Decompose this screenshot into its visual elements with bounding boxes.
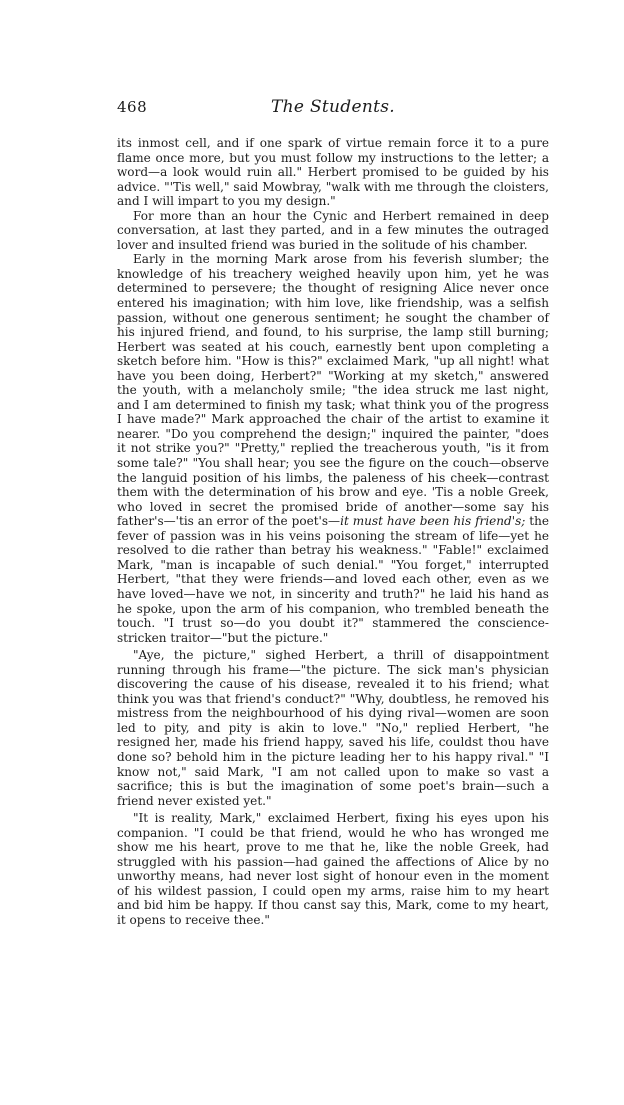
paragraph-3-emphasis: it must have been his friend's; (340, 514, 526, 529)
paragraph-4: "Aye, the picture," sighed Herbert, a thrill of disappointment running through his frame—"the picture. The sick man's physician discovering the cause of his disease, revealed it to his friend; what think you was that friend's conduct?" "Why, doubtless, he removed his mistress from the neighbourhood of his dying rival—women are soon led to pity, and pity is akin to love." "No," replied Herbert, "he resigned her, made his friend happy, saved his life, couldst thou have done so? behold him in the picture leading her to his happy rival." "I know not," said Mark, "I am not called upon to make so vast a sacrifice; this is but the imagination of some poet's brain—such a friend never existed yet." (117, 648, 549, 808)
page-header (117, 98, 549, 124)
paragraph-1: its inmost cell, and if one spark of virtue remain force it to a pure flame once more, but you must follow my instructions to the letter; a word—a look would ruin all." Herbert promised to be guided by his advice. "'Tis well," said Mowbray, "walk with me through the cloisters, and I will impart to you my design." (117, 136, 549, 209)
paragraph-3-text-after: the fever of passion was in his veins poisoning the stream of life—yet he resolved to die rather than betray his weakness." "Fable!" exclaimed Mark, "man is incapable of such denial." "You forget," interrupted Herbert, "that they were friends—and loved each other, even as we have loved—have we not, in sincerity and truth?" he laid his hand as he spoke, upon the arm of his companion, who trembled beneath the touch. "I trust so—do you doubt it?" stammered the conscience-stricken traitor—"but the picture." (117, 514, 549, 645)
paragraph-5: "It is reality, Mark," exclaimed Herbert, fixing his eyes upon his companion. "I could be that friend, would he who has wronged me show me his heart, prove to me that he, like the noble Greek, had struggled with his passion—had gained the affections of Alice by no unworthy means, had never lost sight of honour even in the moment of his wildest passion, I could open my arms, raise him to my heart and bid him be happy. If thou canst say this, Mark, come to my heart, it opens to receive thee." (117, 811, 549, 927)
paragraph-3-text: Early in the morning Mark arose from his feverish slumber; the knowledge of his treachery weighed heavily upon him, yet he was determined to persevere; the thought of resigning Alice never once entered his imagination; with him love, like friendship, was a selfish passion, without one generous sentiment; he sought the chamber of his injured friend, and found, to his surprise, the lamp still burning; Herbert was seated at his couch, earnestly bent upon completing a sketch before him. "How is this?" exclaimed Mark, "up all night! what have you been doing, Herbert?" "Working at my sketch," answered the youth, with a melancholy smile; "the idea struck me last night, and I am determined to finish my task; what think you of the progress I have made?" Mark approached the chair of the artist to examine it nearer. "Do you comprehend the design;" inquired the painter, "does it not strike you?" "Pretty," replied the treacherous youth, "is it from some tale?" "You shall hear; you see the figure on the couch—observe the languid position of his limbs, the paleness of his cheek—contrast them with the determination of his brow and eye. 'Tis a noble Greek, who loved in secret the promised bride of another—some say his father's—'tis an error of the poet's— (117, 252, 549, 529)
page-number: 468 (117, 98, 148, 116)
paragraph-3 (117, 252, 549, 645)
running-title: The Students. (271, 97, 395, 117)
paragraph-2: For more than an hour the Cynic and Herbert remained in deep conversation, at last they parted, and in a few minutes the outraged lover and insulted friend was buried in the solitude of his chamber. (117, 208, 549, 252)
body-text (117, 136, 549, 928)
